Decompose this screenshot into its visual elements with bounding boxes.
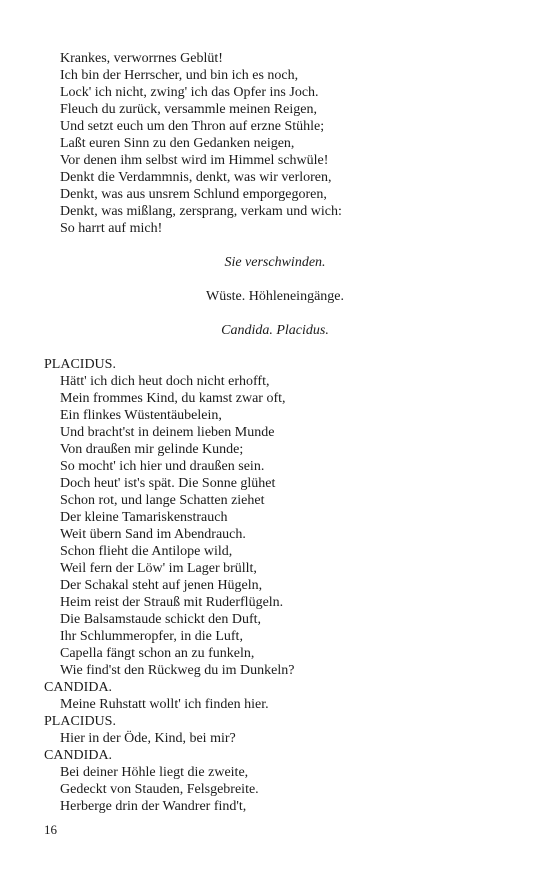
verse-line: Denkt, was aus unsrem Schlund emporgegoren, bbox=[60, 187, 327, 202]
verse-line: Laßt euren Sinn zu den Gedanken neigen, bbox=[60, 136, 295, 151]
verse-line: Bei deiner Höhle liegt die zweite, bbox=[60, 765, 249, 780]
speaker-name: CANDIDA. bbox=[44, 680, 113, 695]
verse-line: Capella fängt schon an zu funkeln, bbox=[60, 646, 255, 661]
verse-line: Ihr Schlummeropfer, in die Luft, bbox=[60, 629, 243, 644]
verse-line: Denkt die Verdammnis, denkt, was wir verloren, bbox=[60, 170, 332, 185]
speaker-name: CANDIDA. bbox=[44, 748, 113, 763]
verse-line: Von draußen mir gelinde Kunde; bbox=[60, 442, 244, 457]
verse-line: Vor denen ihm selbst wird im Himmel schwüle! bbox=[60, 153, 329, 168]
verse-line: Krankes, verworrnes Geblüt! bbox=[60, 51, 223, 66]
verse-line: Schon flieht die Antilope wild, bbox=[60, 544, 233, 559]
verse-line: So harrt auf mich! bbox=[60, 221, 163, 236]
speaker-name: PLACIDUS. bbox=[44, 357, 116, 372]
page-number: 16 bbox=[44, 822, 57, 837]
verse-line: Lock' ich nicht, zwing' ich das Opfer ins Joch. bbox=[60, 85, 319, 100]
character-list: Candida. Placidus. bbox=[221, 323, 329, 338]
verse-line: Die Balsamstaude schickt den Duft, bbox=[60, 612, 262, 627]
verse-line: Schon rot, und lange Schatten ziehet bbox=[60, 493, 265, 508]
verse-line: Der kleine Tamariskenstrauch bbox=[60, 510, 228, 525]
verse-line: Der Schakal steht auf jenen Hügeln, bbox=[60, 578, 263, 593]
scene-heading: Wüste. Höhleneingänge. bbox=[205, 289, 344, 304]
verse-line: Meine Ruhstatt wollt' ich finden hier. bbox=[60, 697, 269, 712]
speaker-name: PLACIDUS. bbox=[44, 714, 116, 729]
verse-line: Ein flinkes Wüstentäubelein, bbox=[60, 408, 222, 423]
verse-line: Mein frommes Kind, du kamst zwar oft, bbox=[60, 391, 286, 406]
verse-line: Und bracht'st in deinem lieben Munde bbox=[60, 425, 275, 440]
verse-line: Und setzt euch um den Thron auf erzne Stühle; bbox=[60, 119, 325, 134]
verse-line: Fleuch du zurück, versammle meinen Reigen, bbox=[60, 102, 317, 117]
verse-line: Herberge drin der Wandrer find't, bbox=[60, 799, 247, 814]
verse-line: Hätt' ich dich heut doch nicht erhofft, bbox=[60, 374, 270, 389]
verse-line: Heim reist der Strauß mit Ruderflügeln. bbox=[60, 595, 284, 610]
verse-line: Ich bin der Herrscher, und bin ich es noch, bbox=[60, 68, 299, 83]
verse-line: So mocht' ich hier und draußen sein. bbox=[60, 459, 265, 474]
verse-line: Weit übern Sand im Abendrauch. bbox=[60, 527, 246, 542]
verse-line: Denkt, was mißlang, zersprang, verkam und wich: bbox=[60, 204, 342, 219]
stage-direction: Sie verschwinden. bbox=[224, 255, 326, 270]
verse-line: Hier in der Öde, Kind, bei mir? bbox=[60, 731, 236, 746]
verse-line: Wie find'st den Rückweg du im Dunkeln? bbox=[60, 663, 295, 678]
verse-line: Gedeckt von Stauden, Felsgebreite. bbox=[60, 782, 259, 797]
verse-line: Weil fern der Löw' im Lager brüllt, bbox=[60, 561, 257, 576]
verse-line: Doch heut' ist's spät. Die Sonne glühet bbox=[60, 476, 276, 491]
